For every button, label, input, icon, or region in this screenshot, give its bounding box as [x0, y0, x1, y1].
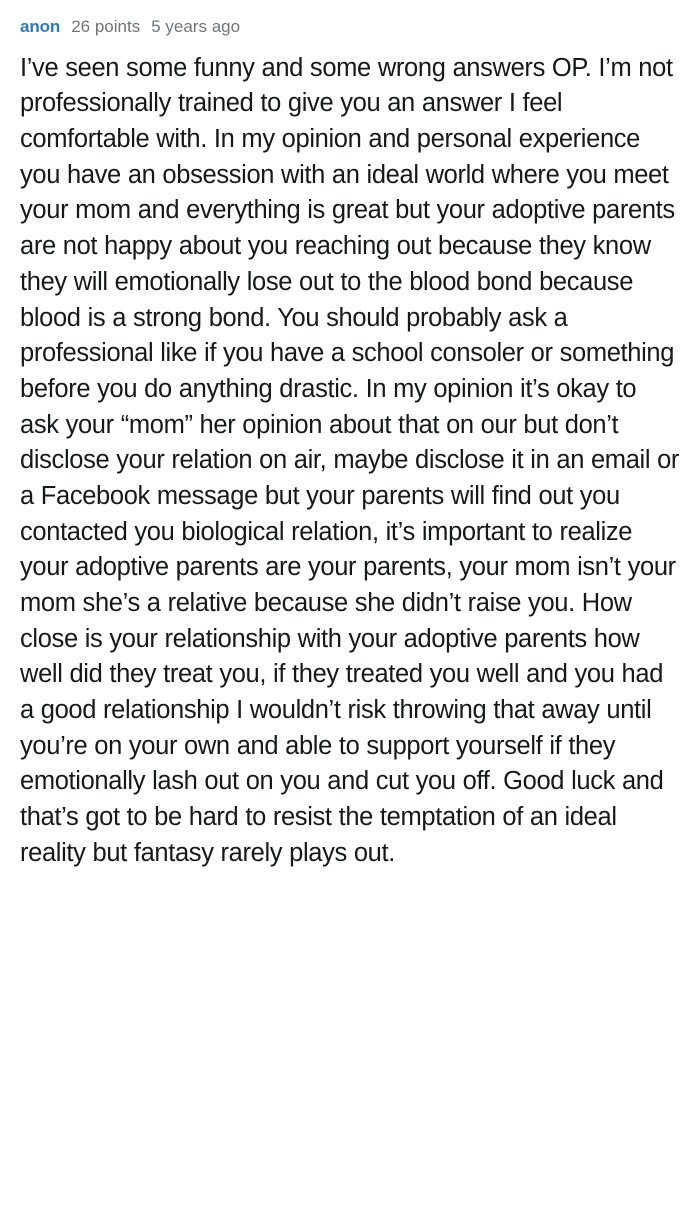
comment-body-text: I’ve seen some funny and some wrong answers OP. I’m not professionally trained to give you an answer I feel comfortable with. In my opinion and personal experience you have an obsession with an ideal world where you meet your mom and everything is great but your adoptive parents are not happy about you reaching out because they know they will emotionally lose out to the blood bond because blood is a strong bond. You should probably ask a professional like if you have a school consoler or something before you do anything drastic. In my opinion it’s okay to ask your “mom” her opinion about that on our but don’t disclose your relation on air, maybe disclose it in an email or a Facebook message but your parents will find out you contacted you biological relation, it’s important to realize your adoptive parents are your parents, your mom isn’t your mom she’s a relative because she didn’t raise you. How close is your relationship with your adoptive parents how well did they treat you, if they treated you well and you had a good relationship I wouldn’t risk throwing that away until you’re on your own and able to support yourself if they emotionally lash out on you and cut you off. Good luck and that’s got to be hard to resist the temptation of an ideal reality but fantasy rarely plays out. [20, 53, 680, 867]
comment-timestamp: 5 years ago [151, 17, 241, 36]
comment-points: 26 points [71, 17, 141, 36]
comment-author-link[interactable]: anon [20, 17, 61, 36]
comment-metadata [20, 18, 680, 37]
